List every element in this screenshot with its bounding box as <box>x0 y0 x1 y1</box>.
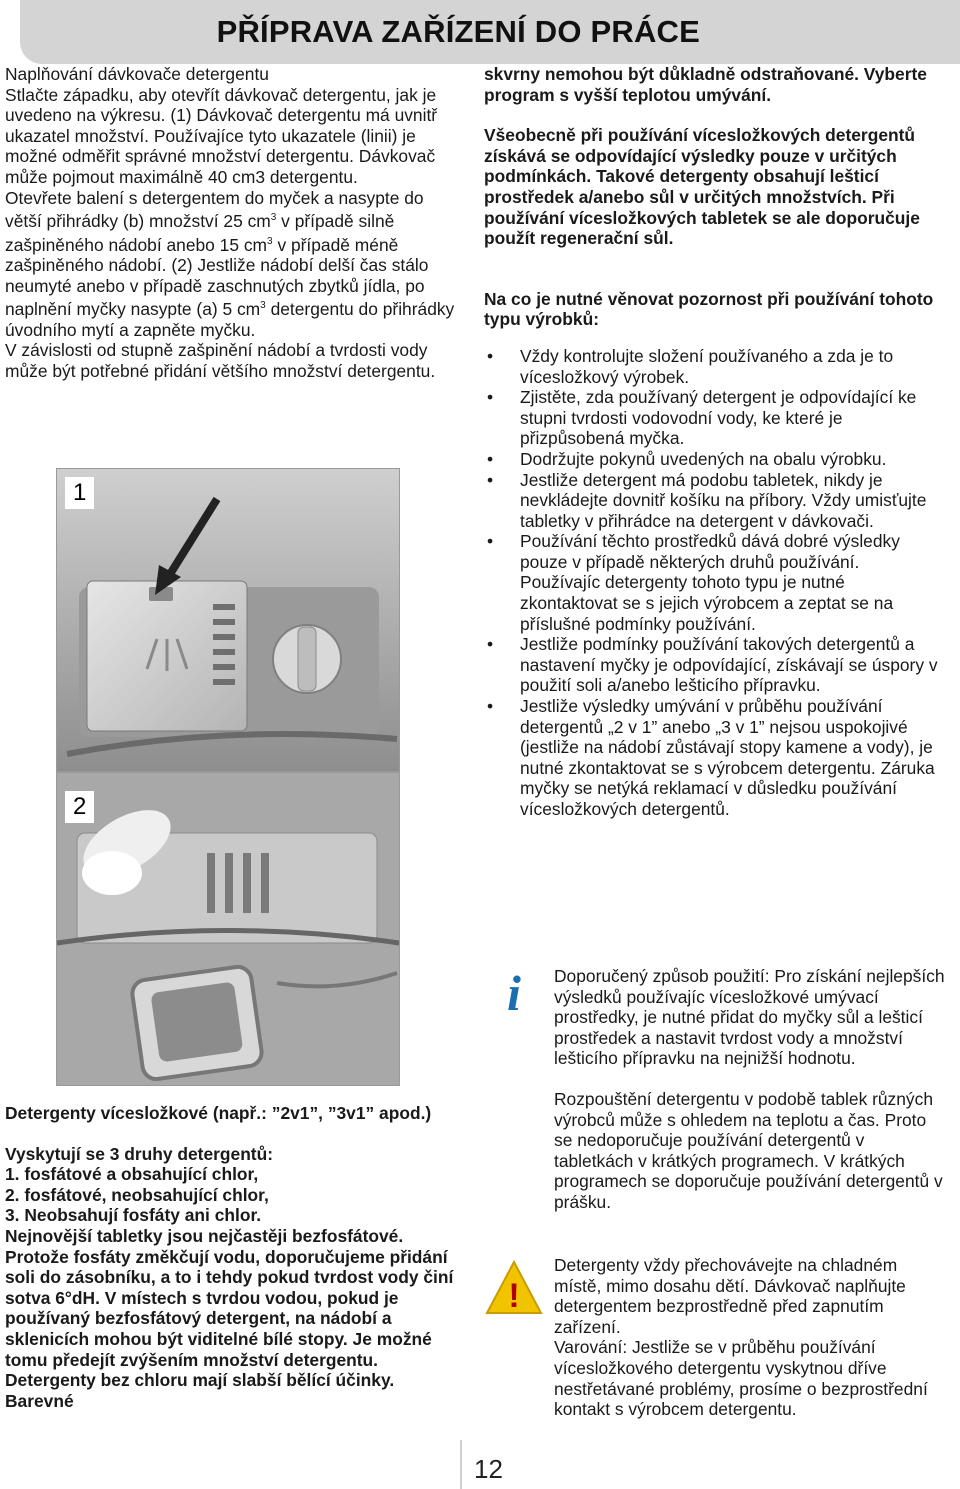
dispenser-open-illustration <box>57 773 399 1085</box>
list-item: • Používání těchto prostředků dává dobré výsledky pouze v případě některých druhů používání. Používajíc detergenty tohoto typu je nutné zkontaktovat se s jejich výrobcem a zeptat se na příslušné podmínky používání. <box>487 531 900 634</box>
dispenser-closed-illustration <box>57 469 399 771</box>
footer-divider <box>460 1440 462 1489</box>
list-item: • Zjistěte, zda používaný detergent je odpovídající ke stupni tvrdosti vodovodní vody, ke které je přizpůsobená myčka. <box>487 387 917 449</box>
figure-label: 1 <box>65 477 94 509</box>
svg-text:i: i <box>507 965 521 1021</box>
info-icon <box>484 962 544 1022</box>
attention-heading: Na co je nutné věnovat pozornost při používání tohoto typu výrobků: <box>484 288 934 330</box>
figure-dispenser-open <box>56 772 400 1086</box>
page-number: 12 <box>474 1454 503 1484</box>
para-dispenser-open: Stlačte západku, aby otevřít dávkovač detergentu, jak je uvedeno na výkresu. (1) Dávkovač detergentu má uvnitř ukazatel množství. Používajíce tyto ukazatele (linii) je možné odměřit správné množství detergentu. Dávkovač může pojmout maximálně 40 cm3 detergentu. <box>5 84 438 187</box>
type-item: 3. Neobsahují fosfáty ani chlor. <box>5 1205 262 1226</box>
svg-text:!: ! <box>508 1277 520 1315</box>
header-bar <box>20 0 960 64</box>
list-item: • Jestliže výsledky umývání v průběhu používání detergentů „2 v 1” anebo „3 v 1” nejsou uspokojivé (jestliže na nádobí zůstávají stopy kamene a vody), je nutné zkontaktovat se s výrobcem detergentu. Záruka myčky se netýká reklamací v důsledku používání vícesložkových detergentů. <box>487 696 935 819</box>
list-item: • Vždy kontrolujte složení používaného a zda je to vícesložkový výrobek. <box>487 345 894 387</box>
list-item: • Dodržujte pokynů uvedených na obalu výrobku. <box>487 448 887 469</box>
para-water-hardness: V závislosti od stupně zašpinění nádobí a tvrdosti vody může být potřebné přidání většího množství detergentu. <box>5 340 436 381</box>
multicomponent-detergents-block <box>5 1103 455 1411</box>
list-item: • Jestliže podmínky používání takových detergentů a nastavení myčky je odpovídající, získávají se úspory v použití soli a/anebo lešticího přípravku. <box>487 634 938 696</box>
info-dissolving: Rozpouštění detergentu v podobě tablek různých výrobců může s ohledem na teplotu a čas. Proto se nedoporučuje používání detergentů v tabletkách v krátkých programech. V krátkých programech se doporučuje používání detergentů v prášku. <box>554 1088 943 1212</box>
warning-storage: Detergenty vždy přechovávejte na chladném místě, mimo dosahu dětí. Dávkovač naplňujte detergentem bezprostředně před zapnutím zařízení. <box>554 1255 906 1337</box>
right-column <box>484 64 944 820</box>
section-title: Naplňování dávkovače detergentu <box>5 64 269 84</box>
continued-text: skvrny nemohou být důkladně odstraňované. Vyberte program s vyšší teplotou umývání. <box>484 64 927 105</box>
block-title: Detergenty vícesložkové (např.: ”2v1”, ”3v1” apod.) <box>5 1103 432 1123</box>
info-note <box>554 966 946 1213</box>
type-item: 2. fosfátové, neobsahující chlor, <box>5 1184 269 1205</box>
list-item: • Jestliže detergent má podobu tabletek, nikdy je nevkládejte dovnitř košíku na příbory. Vždy umisťujte tabletky v přihrádce na detergent v dávkovači. <box>487 469 927 531</box>
warning-note <box>554 1255 946 1420</box>
figure-dispenser-closed <box>56 468 400 772</box>
figure-label: 2 <box>65 791 94 823</box>
attention-list <box>484 346 944 820</box>
warning-icon <box>484 1258 544 1318</box>
para-fill-amounts: Otevřete balení s detergentem do myček a nasypte do větší přihrádky (b) množství 25 $cm^3$ v případě silně zašpiněného nádobí anebo 15 $cm^3$ v případě méně zašpiněného nádobí. (2) Jestliže nádobí delší čas stálo neumyté anebo v případě zaschnutých zbytků jídla, po naplnění myčky nasypte (a) 5 $cm^3$ detergentu do přihrádky úvodního mytí a zapněte myčku. <box>5 187 455 340</box>
general-text: Všeobecně při používání vícesložkových detergentů získává se odpovídající výsledky pouze v určitých podmínkách. Takové detergenty obsahují lešticí prostředek a/anebo sůl v určitých množstvích. Při používání vícesložkových tabletek se ale doporučuje použít regenerační sůl. <box>484 125 920 249</box>
info-recommendation: Doporučený způsob použití: Pro získání nejlepších výsledků používajíc vícesložkové umývací prostředky, je nutné přidat do myčky sůl a lešticí prostředek a nastavit tvrdost vody a množství lešticího přípravku na nejnižší hodnotu. <box>554 966 945 1069</box>
types-intro: Vyskytují se 3 druhy detergentů: <box>5 1143 274 1164</box>
page-title: PŘÍPRAVA ZAŘÍZENÍ DO PRÁCE <box>216 14 700 49</box>
phosphate-free-text: Nejnovější tabletky jsou nejčastěji bezfosfátové. Protože fosfáty změkčují vodu, doporučujeme přidání soli do zásobníku, a to i tehdy pokud tvrdost vody činí sotva 6°dH. V místech s tvrdou vodou, pokud je používaný bezfosfátový detergent, na nádobí a sklenicích mohou být viditelné bílé stopy. Je možné tomu předejít zvýšením množství detergentu. Detergenty bez chloru mají slabší bělící účinky. Barevné <box>5 1225 454 1411</box>
warning-problems: Varování: Jestliže se v průběhu používání vícesložkového detergentu vyskytnou dříve nestřetávané problémy, prosíme o bezprostřední kontakt s výrobcem detergentu. <box>554 1337 928 1420</box>
left-column <box>5 64 455 381</box>
type-item: 1. fosfátové a obsahující chlor, <box>5 1164 259 1185</box>
